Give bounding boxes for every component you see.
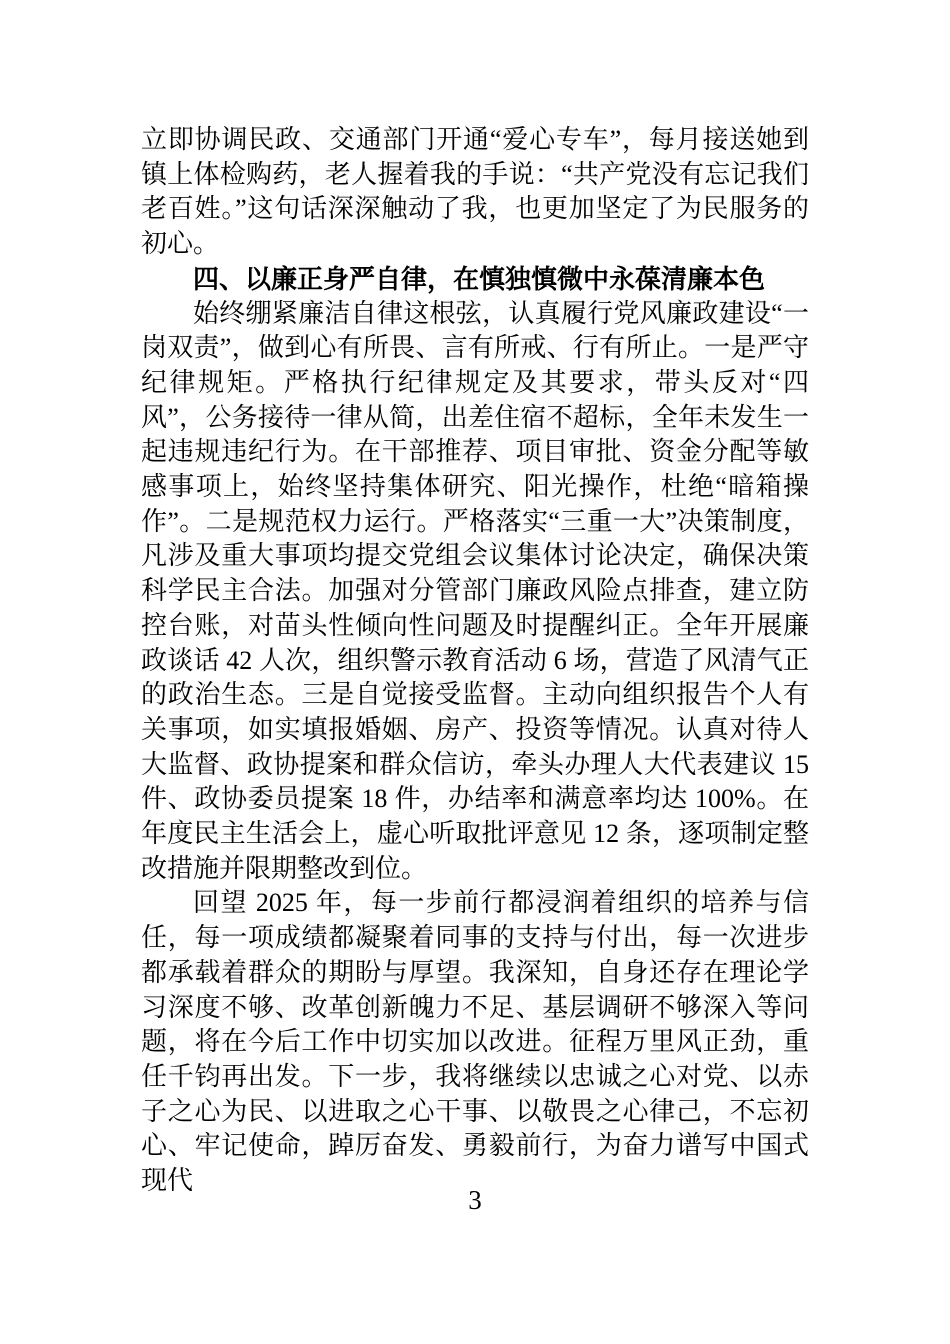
paragraph-section-body: 始终绷紧廉洁自律这根弦，认真履行党风廉政建设“一岗双责”，做到心有所畏、言有所戒、行有所止。一是严守纪律规矩。严格执行纪律规定及其要求，带头反对“四风”，公务接待一律从简，出差住宿不超标，全年未发生一起违规违纪行为。在干部推荐、项目审批、资金分配等敏感事项上，始终坚持集体研究、阳光操作，杜绝“暗箱操作”。二是规范权力运行。严格落实“三重一大”决策制度，凡涉及重大事项均提交党组会议集体讨论决定，确保决策科学民主合法。加强对分管部门廉政风险点排查，建立防控台账，对苗头性倾向性问题及时提醒纠正。全年开展廉政谈话 42 人次，组织警示教育活动 6 场，营造了风清气正的政治生态。三是自觉接受监督。主动向组织报告个人有关事项，如实填报婚姻、房产、投资等情况。认真对待人大监督、政协提案和群众信访，牵头办理人大代表建议 15 件、政协委员提案 18 件，办结率和满意率均达 100%。在年度民主生活会上，虚心听取批评意见 12 条，逐项制定整改措施并限期整改到位。 (141, 298, 809, 883)
page-number: 3 (468, 1185, 482, 1215)
document-text-body (141, 123, 809, 1199)
paragraph-closing: 回望 2025 年，每一步前行都浸润着组织的培养与信任，每一项成绩都凝聚着同事的支持与付出，每一次进步都承载着群众的期盼与厚望。我深知，自身还存在理论学习深度不够、改革创新魄力不足、基层调研不够深入等问题，将在今后工作中切实加以改进。征程万里风正劲，重任千钧再出发。下一步，我将继续以忠诚之心对党、以赤子之心为民、以进取之心干事、以敬畏之心律己，不忘初心、牢记使命，踔厉奋发、勇毅前行，为奋力谱写中国式现代 (141, 888, 809, 1196)
section-heading-four: 四、以廉正身严自律，在慎独慎微中永葆清廉本色 (193, 263, 766, 294)
paragraph-continuation: 立即协调民政、交通部门开通“爱心专车”，每月接送她到镇上体检购药，老人握着我的手说：“共产党没有忘记我们老百姓。”这句话深深触动了我，也更加坚定了为民服务的初心。 (141, 125, 809, 259)
